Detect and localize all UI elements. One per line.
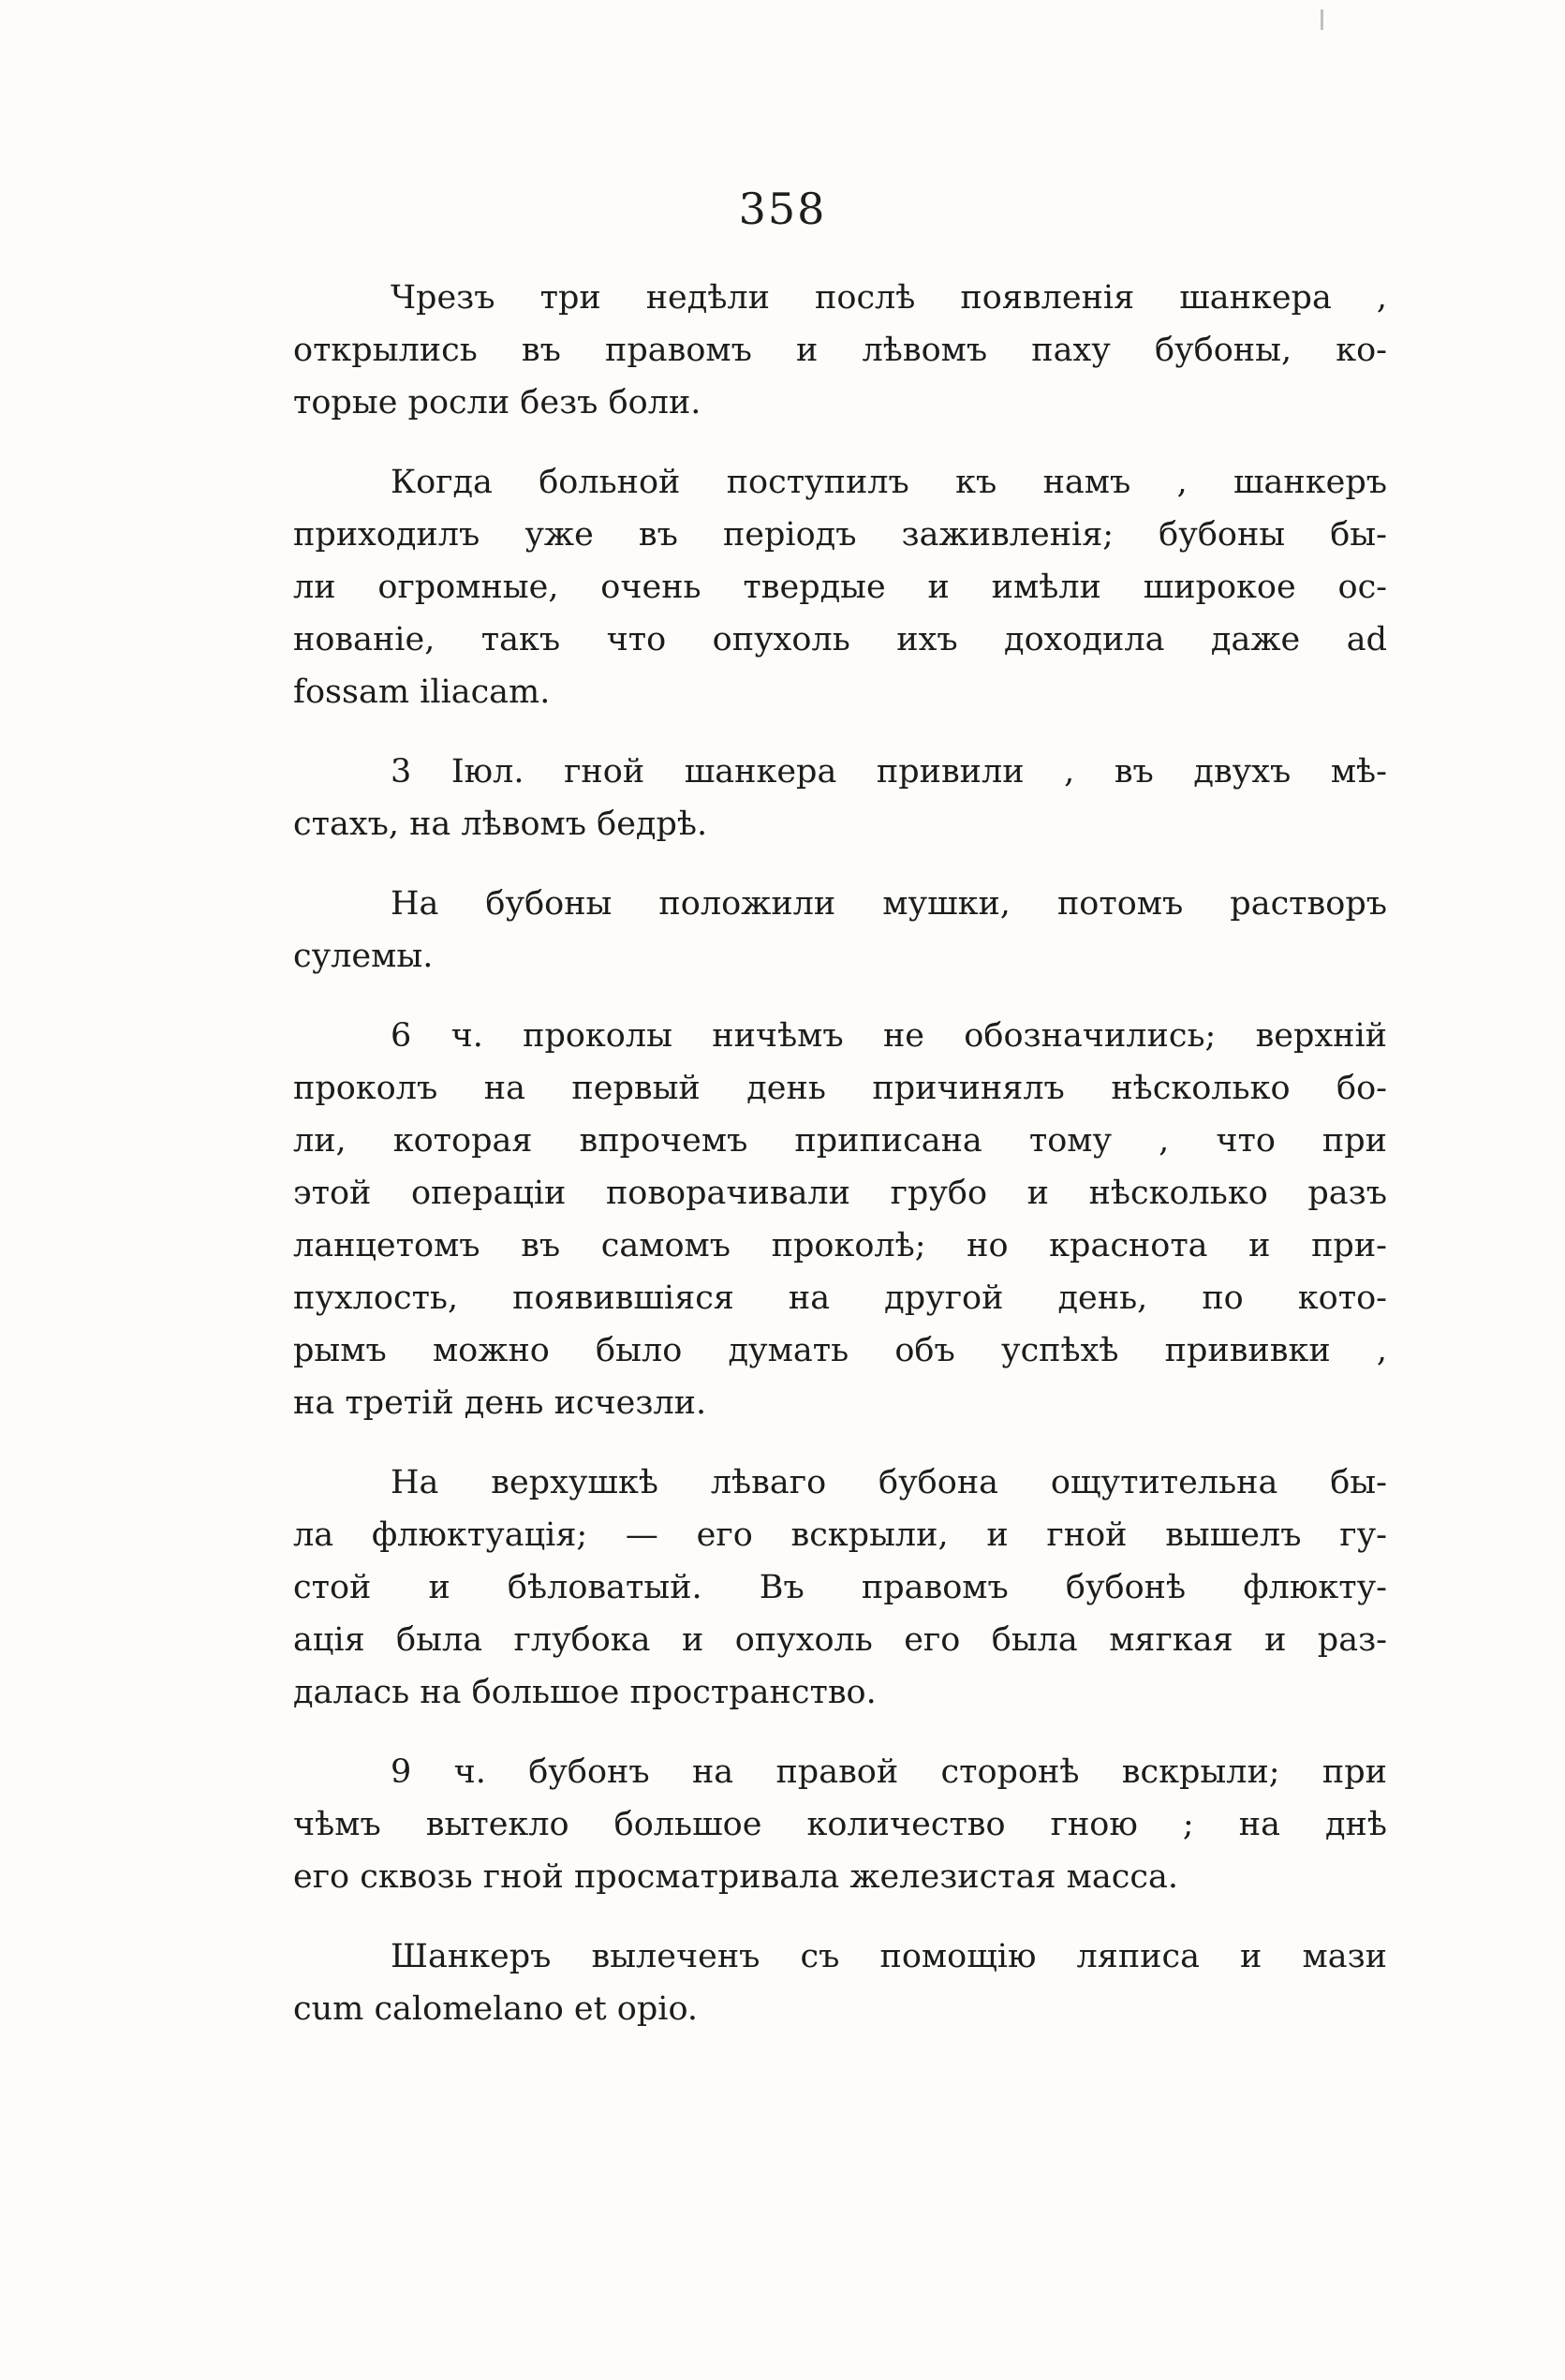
text-line: cum calomelano et opio. (293, 1990, 699, 2028)
text-line: этой операціи поворачивали грубо и нѣсколько разъ (293, 1175, 1387, 1212)
text-line: торые росли безъ боли. (293, 384, 701, 421)
text-line: Чрезъ три недѣли послѣ появленія шанкера , (391, 279, 1387, 317)
text-line: его сквозь гной просматривала железистая масса. (293, 1858, 1178, 1896)
text-line: ли, которая впрочемъ приписана тому , что при (293, 1122, 1387, 1160)
paragraph (293, 456, 1387, 718)
text-line: приходилъ уже въ періодъ заживленія; бубоны бы- (293, 516, 1387, 554)
text-line: ація была глубока и опухоль его была мягкая и раз- (293, 1621, 1387, 1659)
paragraph (293, 1010, 1387, 1429)
text-line: ла флюктуація; — его вскрыли, и гной вышелъ гу- (293, 1516, 1387, 1554)
page-number: 358 (738, 184, 827, 234)
text-line: fossam iliacam. (293, 673, 551, 711)
text-line: пухлость, появившіяся на другой день, по кото- (293, 1279, 1387, 1317)
paragraph (293, 1930, 1387, 2035)
paragraph (293, 272, 1387, 429)
text-line: рымъ можно было думать объ успѣхѣ прививки , (293, 1332, 1387, 1369)
text-line: На бубоны положили мушки, потомъ растворъ (391, 885, 1387, 923)
paragraph (293, 1746, 1387, 1903)
text-line: на третій день исчезли. (293, 1384, 707, 1422)
text-line: Шанкеръ вылеченъ съ помощію ляписа и мази (391, 1938, 1387, 1975)
text-line: стой и бѣловатый. Въ правомъ бубонѣ флюкту- (293, 1569, 1387, 1606)
text-line: чѣмъ вытекло большое количество гною ; на днѣ (293, 1806, 1387, 1843)
text-line: 6 ч. проколы ничѣмъ не обозначились; верхній (391, 1017, 1387, 1055)
paragraph (293, 878, 1387, 983)
body-text (293, 272, 1387, 2062)
text-line: далась на большое пространство. (293, 1674, 877, 1711)
text-line: На верхушкѣ лѣваго бубона ощутительна бы- (391, 1464, 1387, 1501)
text-line: Когда больной поступилъ къ намъ , шанкеръ (391, 464, 1387, 501)
text-line: сулемы. (293, 938, 434, 975)
text-line: стахъ, на лѣвомъ бедрѣ. (293, 806, 708, 843)
edge-mark (1321, 9, 1323, 30)
text-line: 3 Іюл. гной шанкера привили , въ двухъ мѣ- (391, 753, 1387, 791)
paragraph (293, 1456, 1387, 1719)
text-line: проколъ на первый день причинялъ нѣсколько бо- (293, 1070, 1387, 1107)
text-line: ланцетомъ въ самомъ проколѣ; но краснота и при- (293, 1227, 1387, 1264)
paragraph (293, 746, 1387, 850)
text-line: открылись въ правомъ и лѣвомъ паху бубоны, ко- (293, 332, 1387, 369)
text-line: нованіе, такъ что опухоль ихъ доходила даже ad (293, 621, 1387, 658)
text-line: 9 ч. бубонъ на правой сторонѣ вскрыли; при (391, 1753, 1387, 1791)
text-line: ли огромные, очень твердые и имѣли широкое ос- (293, 569, 1387, 606)
